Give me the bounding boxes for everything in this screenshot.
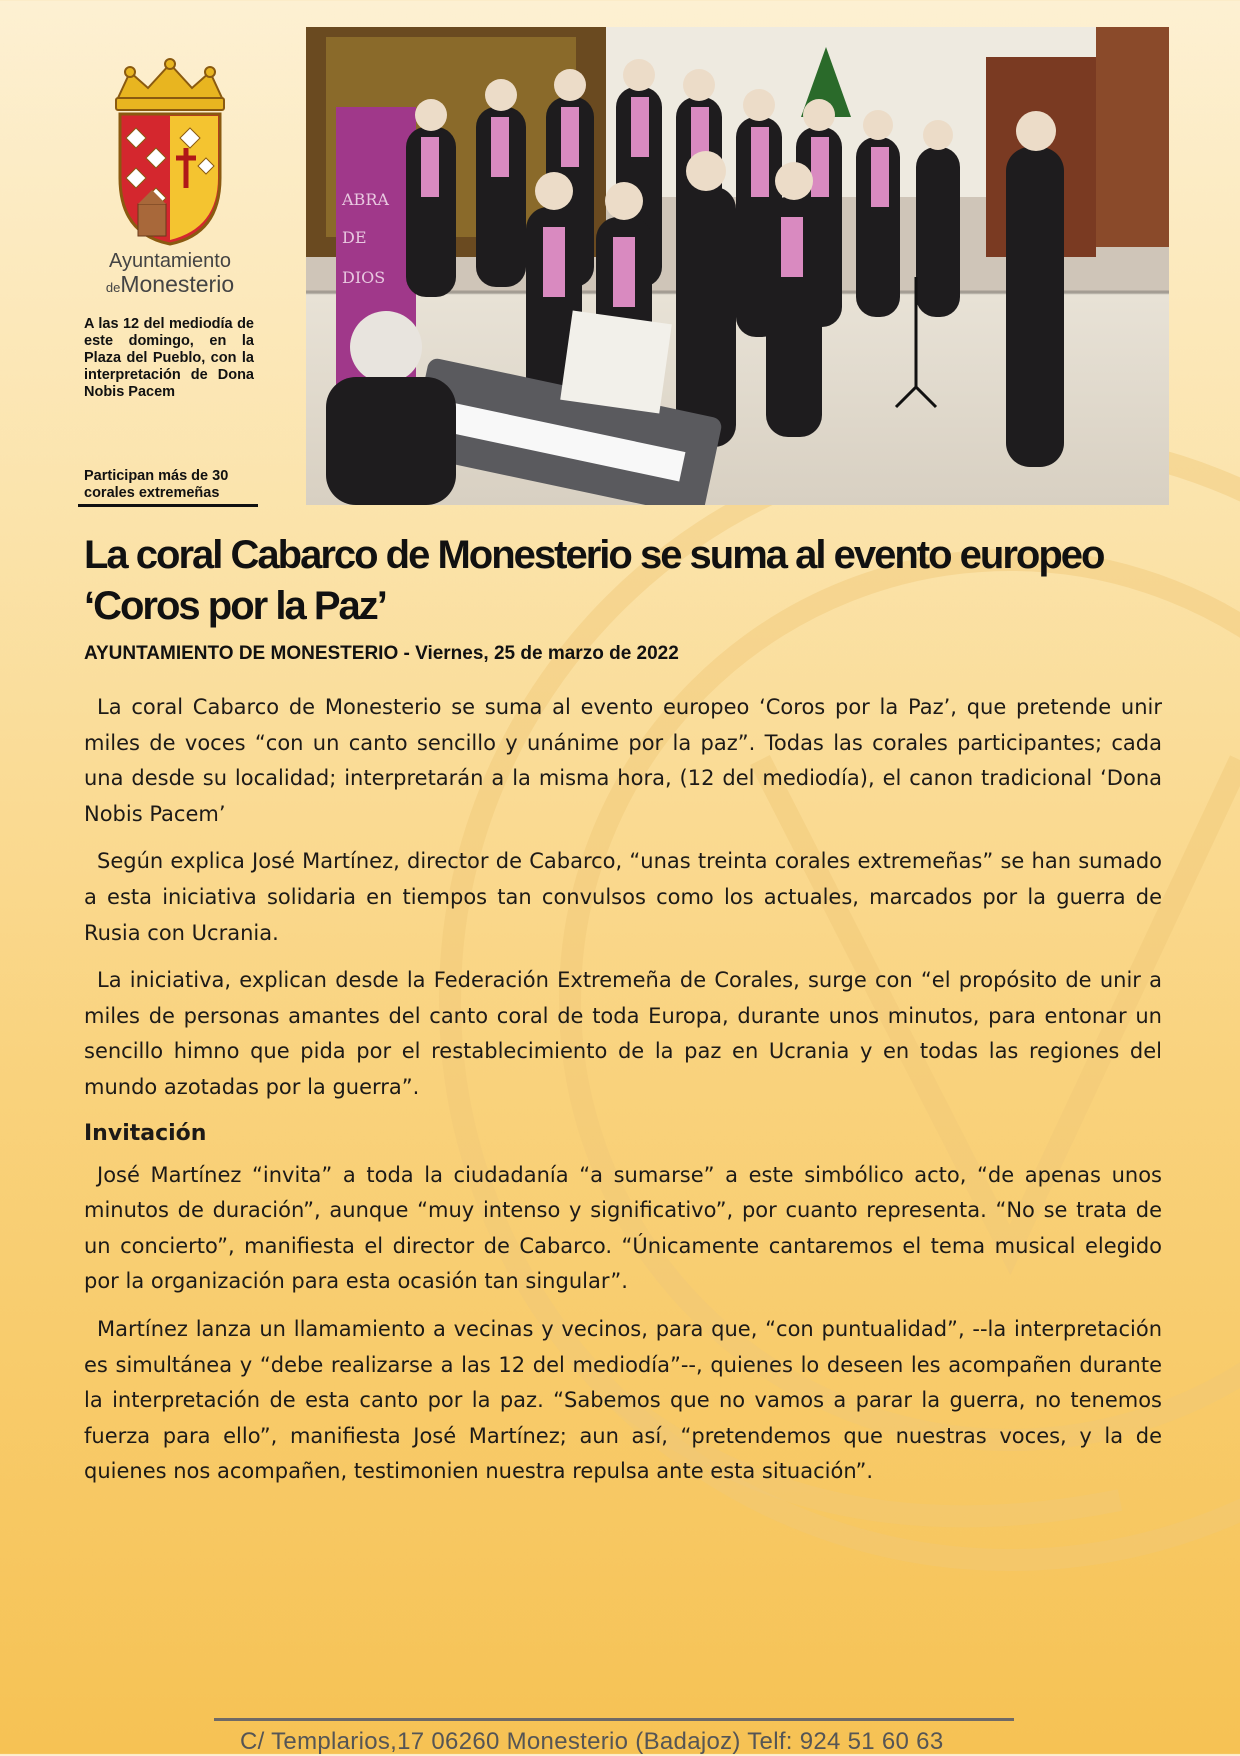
paragraph-3: La iniciativa, explican desde la Federación Extremeña de Corales, surge con “el propósito de unir a miles de personas amantes del canto coral de toda Europa, durante unos minutos, para entonar un sencillo himno que pida por el restablecimiento de la paz en Ucrania y en todas las regiones del mundo azotadas por la guerra”. <box>84 968 1162 1099</box>
logo-text-name: Monesterio <box>120 271 235 297</box>
article-title: La coral Cabarco de Monesterio se suma al evento europeo ‘Coros por la Paz’ <box>84 533 1104 628</box>
paragraph-1: La coral Cabarco de Monesterio se suma al evento europeo ‘Coros por la Paz’, que pretende unir miles de voces “con un canto sencillo y unánime por la paz”. Todas las corales participantes; cada una desde su localidad; interpretarán a la misma hora, (12 del mediodía), el canon tradicional ‘Dona Nobis Pacem’ <box>84 695 1162 826</box>
svg-text:DIOS: DIOS <box>342 268 386 287</box>
sidebar-note-participants: Participan más de 30 corales extremeñas <box>84 468 229 501</box>
sidebar-note-time: A las 12 del mediodía de este domingo, en la Plaza del Pueblo, con la interpretación de Dona Nobis Pacem <box>84 316 254 400</box>
footer-address: C/ Templarios,17 06260 Monesterio (Badajoz) Telf: 924 51 60 63 <box>240 1728 944 1755</box>
choir-photo <box>306 27 1169 505</box>
paragraph-4: José Martínez “invita” a toda la ciudadanía “a sumarse” a este simbólico acto, “de apenas unos minutos de duración”, aunque “muy intenso y significativo”, por cuanto representa. “No se trata de un concierto”, manifiesta el director de Cabarco. “Únicamente cantaremos el tema musical elegido por la organización para esta ocasión tan singular”. <box>84 1162 1162 1294</box>
svg-text:ABRA: ABRA <box>342 190 389 209</box>
logo-text-de: de <box>105 280 121 295</box>
municipal-logo <box>84 58 256 300</box>
article-body <box>84 690 1162 1502</box>
coat-of-arms-icon <box>100 58 240 248</box>
subheading-invitacion: Invitación <box>84 1120 207 1146</box>
article-byline: AYUNTAMIENTO DE MONESTERIO - Viernes, 25 de marzo de 2022 <box>84 643 679 664</box>
logo-text-ayuntamiento: Ayuntamiento <box>109 250 231 272</box>
sidebar-rule <box>78 504 258 507</box>
footer-rule <box>214 1718 1014 1721</box>
svg-text:DE: DE <box>342 228 367 247</box>
paragraph-5: Martínez lanza un llamamiento a vecinas y vecinos, para que, “con puntualidad”, --la interpretación es simultánea y “debe realizarse a las 12 del mediodía”--, quienes lo deseen les acompañen durante la interpretación de esta canto por la paz. “Sabemos que no vamos a parar la guerra, no tenemos fuerza para ello”, manifiesta José Martínez; aun así, “pretendemos que nuestras voces, y la de quienes nos acompañen, testimonien nuestra repulsa ante esta situación”. <box>84 1316 1162 1484</box>
logo-text-monesterio <box>84 272 256 300</box>
paragraph-2: Según explica José Martínez, director de Cabarco, “unas treinta corales extremeñas” se han sumado a esta iniciativa solidaria en tiempos tan convulsos como los actuales, marcados por la guerra de Rusia con Ucrania. <box>84 849 1162 945</box>
